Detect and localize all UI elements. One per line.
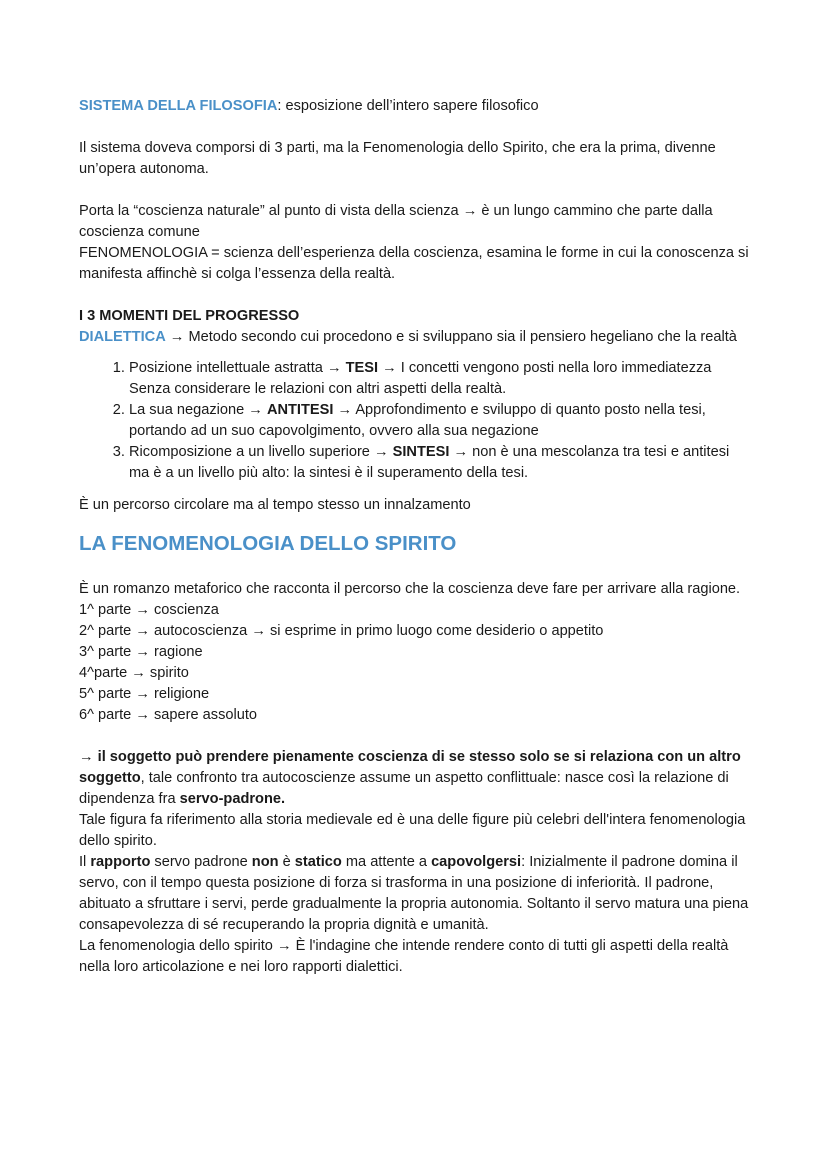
list-item-sintesi: 3. Ricomposizione a un livello superiore → SINTESI → non è una mescolanza tra tesi e antitesi ma è a un livello più alto: la sintesi è il superamento della tesi. <box>129 442 751 484</box>
novel-intro: È un romanzo metaforico che racconta il percorso che la coscienza deve fare per arrivare alla ragione. <box>79 581 741 597</box>
part-6: 6^ parte → sapere assoluto <box>79 707 258 723</box>
master-slave-paragraph: → il soggetto può prendere pienamente coscienza di se stesso solo se si relaziona con un altro soggetto, tale confronto tra autocoscienze assume un aspetto conflittuale: nasce così la relazione di dipendenza fra servo-padrone. <box>79 749 741 807</box>
part-5: 5^ parte → religione <box>79 686 210 702</box>
keyword-antitesi: ANTITESI <box>266 402 334 418</box>
dialectic-text: → Metodo secondo cui procedono e si sviluppano sia il pensiero hegeliano che la realtà <box>165 329 737 345</box>
keyword-sintesi: SINTESI <box>392 444 450 460</box>
dialectic-moments-list <box>79 358 751 484</box>
phenomenology-conclusion: La fenomenologia dello spirito → È l'indagine che intende rendere conto di tutti gli aspetti della realtà nella loro articolazione e nei loro rapporti dialettici. <box>79 938 729 975</box>
dialectic-definition <box>79 327 751 348</box>
document-page <box>79 96 751 978</box>
list-item-tesi: 1. Posizione intellettuale astratta → TESI → I concetti vengono posti nella loro immediatezza Senza considerare le relazioni con altri aspetti della realtà. <box>129 358 751 400</box>
circular-path-note: È un percorso circolare ma al tempo stesso un innalzamento <box>79 497 471 513</box>
part-4: 4^parte → spirito <box>79 665 189 681</box>
part-2: 2^ parte → autocoscienza → si esprime in primo luogo come desiderio o appetito <box>79 623 604 639</box>
medieval-reference: Tale figura fa riferimento alla storia medievale ed è una delle figure più celebri dell'intera fenomenologia dello spirito. <box>79 812 746 849</box>
system-title: SISTEMA DELLA FILOSOFIA <box>79 98 278 114</box>
system-title-desc: : esposizione dell’intero sapere filosofico <box>277 98 539 114</box>
paragraph-natural-consciousness: Porta la “coscienza naturale” al punto di vista della scienza → è un lungo cammino che parte dalla coscienza comune <box>79 203 713 240</box>
relationship-paragraph: Il rapporto servo padrone non è statico ma attente a capovolgersi: Inizialmente il padrone domina il servo, con il tempo questa posizione di forza si trasforma in una posizione di inferiorità. Il padrone, abituato a sfruttare i servi, perde gradualmente la propria autonomia. Soltanto il servo matura una piena consapevolezza di sé recuperando la propria dignità e umanità. <box>79 854 749 933</box>
keyword-tesi: TESI <box>345 360 379 376</box>
dialectic-label: DIALETTICA <box>79 329 166 345</box>
paragraph-system-parts: Il sistema doveva comporsi di 3 parti, ma la Fenomenologia dello Spirito, che era la prima, divenne un’opera autonoma. <box>79 140 716 177</box>
progress-heading: I 3 MOMENTI DEL PROGRESSO <box>79 308 300 324</box>
phenomenology-title: LA FENOMENOLOGIA DELLO SPIRITO <box>79 532 457 555</box>
part-1: 1^ parte → coscienza <box>79 602 219 618</box>
paragraph-phenomenology-definition: FENOMENOLOGIA = scienza dell’esperienza della coscienza, esamina le forme in cui la conoscenza si manifesta affinchè si colga l’essenza della realtà. <box>79 245 749 282</box>
part-3: 3^ parte → ragione <box>79 644 203 660</box>
system-title-line <box>79 96 751 117</box>
list-item-antitesi: 2. La sua negazione → ANTITESI → Approfondimento e sviluppo di quanto posto nella tesi, portando ad un suo capovolgimento, ovvero alla sua negazione <box>129 400 751 442</box>
